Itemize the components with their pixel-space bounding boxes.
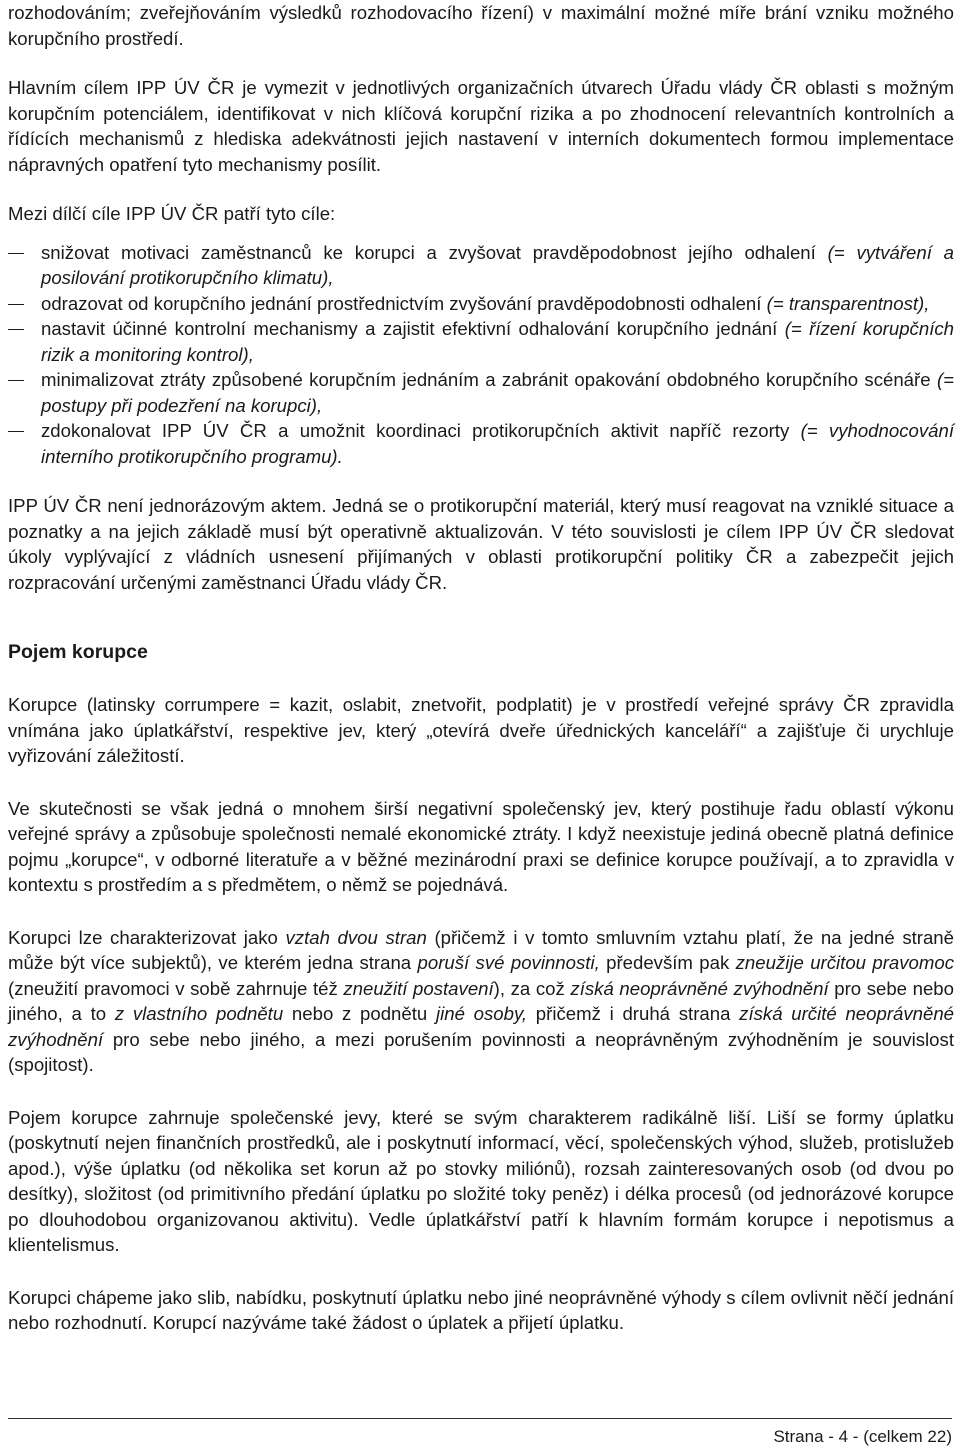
intro-tail-paragraph: rozhodováním; zveřejňováním výsledků rozhodovacího řízení) v maximální možné míře brání vzniku možného korupčního prostředí. [8,2,954,49]
list-item: minimalizovat ztráty způsobené korupčním jednáním a zabránit opakování obdobného korupčního scénáře (= postupy při podezření na korupci), [41,369,954,416]
list-item: zdokonalovat IPP ÚV ČR a umožnit koordinaci protikorupčních aktivit napříč rezorty (= vyhodnocování interního protikorupčního programu). [41,420,954,467]
list-item: nastavit účinné kontrolní mechanismy a zajistit efektivní odhalování korupčního jednání (= řízení korupčních rizik a monitoring kontrol), [41,318,954,365]
definition-paragraph: Korupce (latinsky corrumpere = kazit, oslabit, znetvořit, podplatit) je v prostředí veřejné správy ČR zpravidla vnímána jako úplatkářství, respektive jev, který „otevírá dveře úřednických kanceláří“ a zajišťuje či urychluje vyřizování záležitostí. [8,694,954,766]
list-item: snižovat motivaci zaměstnanců ke korupci a zvyšovat pravděpodobnost jejího odhalení (= vytváření a posilování protikorupčního klimatu), [41,241,955,288]
relation-paragraph: Korupci lze charakterizovat jako vztah dvou stran (přičemž i v tomto smluvním vztahu platí, že na jedné straně může být více subjektů), ve kterém jedna strana poruší své povinnosti, především pak zneužije určitou pravomoc (zneužití pravomoci v sobě zahrnuje též zneužití postavení), za což získá neoprávněné zvýhodnění pro sebe nebo jiného, a to z vlastního podnětu nebo z podnětu jiné osoby, přičemž i druhá strana získá určité neoprávněné zvýhodnění pro sebe nebo jiného, a mezi porušením povinnosti a neoprávněným zvýhodněním je souvislost (spojitost). [8,926,955,1075]
ipp-paragraph: IPP ÚV ČR není jednorázovým aktem. Jedná se o protikorupční materiál, který musí reagovat na vzniklé situace a poznatky a na jejich základě musí být operativně aktualizován. V této souvislosti je cílem IPP ÚV ČR sledovat úkoly vyplývající z vládních usnesení přijímaných v oblasti protikorupční politiky ČR a zabezpečit jejich rozpracování určenými zaměstnanci Úřadu vlády ČR. [8,495,954,593]
footer-divider [8,1418,952,1419]
main-goal-paragraph: Hlavním cílem IPP ÚV ČR je vymezit v jednotlivých organizačních útvarech Úřadu vlády ČR oblasti s možným korupčním potenciálem, identifikovat v nich klíčová korupční rizika a po zhodnocení relevantních kontrolních a řídících mechanismů z hlediska adekvátnosti jejich nastavení v interních dokumentech formou implementace nápravných opatření tyto mechanismy posílit. [8,77,954,175]
page-footer [0,1418,960,1448]
sub-goals-intro: Mezi dílčí cíle IPP ÚV ČR patří tyto cíle: [8,203,336,224]
page-number: Strana - 4 - (celkem 22) [773,1427,952,1446]
reality-paragraph: Ve skutečnosti se však jedná o mnohem širší negativní společenský jev, který postihuje řadu oblastí výkonu veřejné správy a způsobuje společnosti nemalé ekonomické ztráty. I když neexistuje jediná obecně platná definice pojmu „korupce“, v odborné literatuře a v běžné mezinárodní praxi se definice korupce používají, a to zpravidla v kontextu s prostředím a s předmětem, o němž se pojednává. [8,797,954,895]
forms-paragraph: Pojem korupce zahrnuje společenské jevy, které se svým charakterem radikálně liší. Liší se formy úplatku (poskytnutí nejen finančních prostředků, ale i poskytnutí informací, věcí, společenských výhod, služeb, protislužeb apod.), výše úplatku (od několika set korun až po stovky miliónů), rozsah zainteresovaných osob (od dvou po desítky), složitost (od primitivního předání úplatku po složité toky peněz) i délka procesů (od jednorázové korupce po dlouhodobou organizovanou aktivitu). Vedle úplatkářství patří k hlavním formám korupce i nepotismus a klientelismus. [8,1106,954,1255]
section-heading: Pojem korupce [8,641,148,663]
document-page [8,0,954,1336]
understanding-paragraph: Korupci chápeme jako slib, nabídku, poskytnutí úplatku nebo jiné neoprávněné výhody s cílem ovlivnit něčí jednání nebo rozhodnutí. Korupcí nazýváme také žádost o úplatek a přijetí úplatku. [8,1286,954,1333]
list-item: odrazovat od korupčního jednání prostřednictvím zvyšování pravděpodobnosti odhalení (= transparentnost), [41,292,930,314]
sub-goals-list [8,240,954,470]
